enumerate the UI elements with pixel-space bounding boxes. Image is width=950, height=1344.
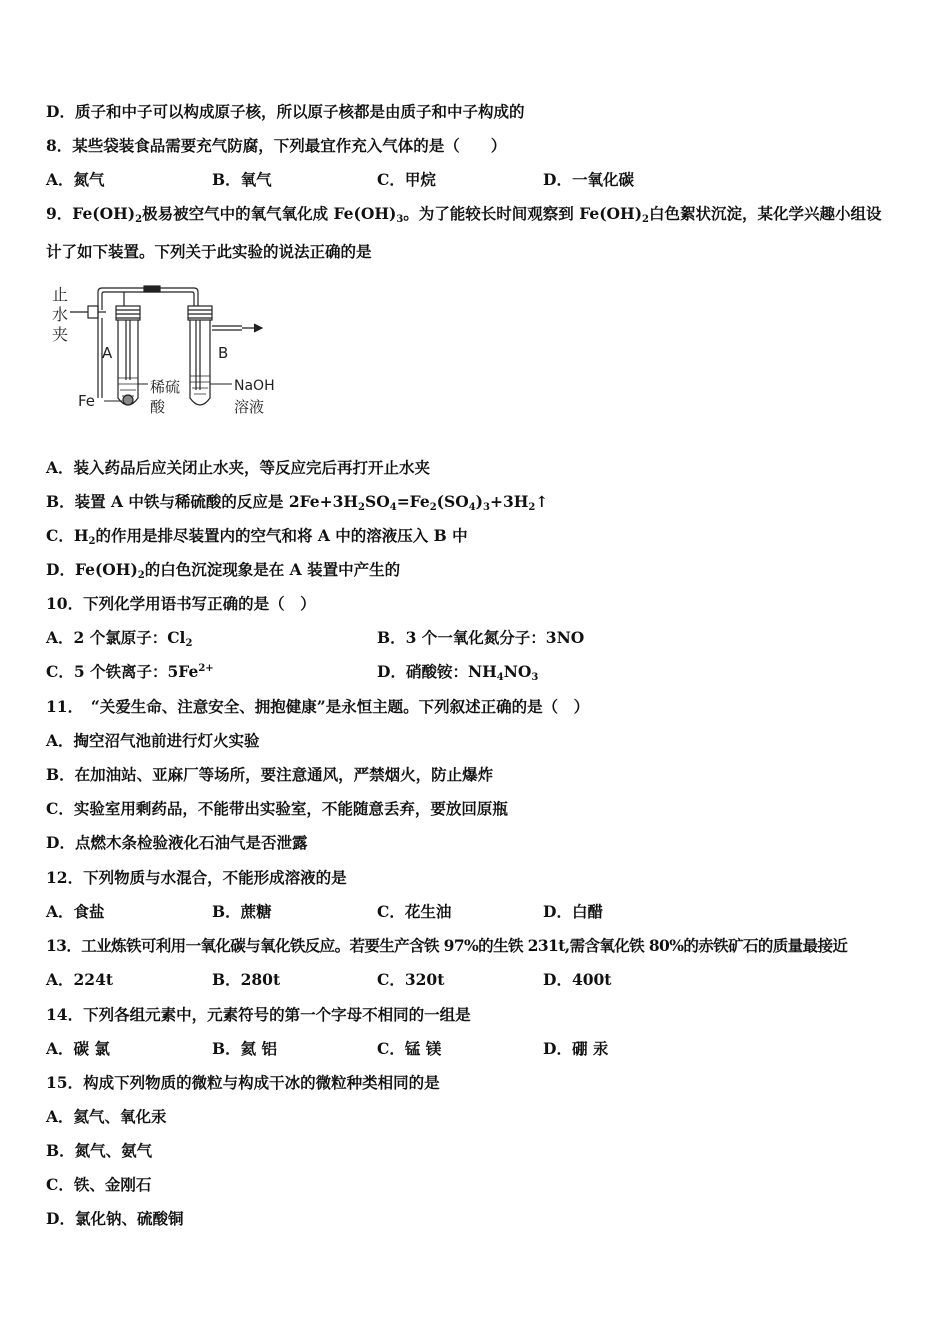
q13-stem: 13．工业炼铁可利用一氧化碳与氧化铁反应。若要生产含铁 97%的生铁 231t,需含氧化铁 80%的赤铁矿石的质量最接近: [46, 936, 848, 955]
q14-option-c: C．锰 镁: [377, 1039, 442, 1058]
q13-option-c: C．320t: [377, 970, 445, 989]
label-fe: Fe: [78, 392, 96, 410]
q8-option-b: B．氧气: [212, 170, 272, 189]
q9-option-c: C．$H_2$的作用是排尽装置内的空气和将 A 中的溶液压入 B 中: [46, 526, 468, 547]
q10-option-b: B．3 个一氧化氮分子：3NO: [377, 628, 585, 647]
q12-option-a: A．食盐: [46, 902, 105, 921]
label-naoh-2: 溶液: [234, 398, 265, 416]
water-clamp: [70, 306, 106, 318]
label-naoh-1: NaOH: [234, 378, 275, 394]
label-b: B: [218, 344, 229, 362]
q12-stem: 12．下列物质与水混合，不能形成溶液的是: [46, 868, 347, 887]
q9-option-a: A．装入药品后应关闭止水夹，等反应完后再打开止水夹: [46, 458, 431, 477]
q8-option-d: D．一氧化碳: [543, 170, 634, 189]
q15-stem: 15．构成下列物质的微粒与构成干冰的微粒种类相同的是: [46, 1073, 440, 1092]
label-a: A: [102, 344, 113, 362]
clamp-label-2: 水: [52, 305, 69, 324]
q9-option-b: B．装置 A 中铁与稀硫酸的反应是 $2Fe+3H_2SO_4=Fe_2(SO_4)_3+3H_2↑$: [46, 492, 549, 513]
q8-option-c: C．甲烷: [377, 170, 436, 189]
clamp-label-1: 止: [52, 285, 69, 304]
q8-stem: 8．某些袋装食品需要充气防腐，下列最宜作充入气体的是（ ）: [46, 136, 507, 155]
q10-stem: 10．下列化学用语书写正确的是（ ）: [46, 594, 316, 613]
q11-stem: 11． “关爱生命、注意安全、拥抱健康”是永恒主题。下列叙述正确的是（ ）: [46, 697, 590, 716]
q15-option-b: B．氮气、氨气: [46, 1141, 153, 1160]
q11-option-c: C．实验室用剩药品，不能带出实验室，不能随意丢弃，要放回原瓶: [46, 799, 508, 818]
q11-option-d: D．点燃木条检验液化石油气是否泄露: [46, 833, 308, 852]
clamp-label-3: 夹: [52, 325, 69, 344]
q15-option-c: C．铁、金刚石: [46, 1175, 152, 1194]
connecting-tube: [98, 286, 198, 398]
q7-option-d: D．质子和中子可以构成原子核，所以原子核都是由质子和中子构成的: [46, 102, 525, 121]
q9-stem-line2: 计了如下装置。下列关于此实验的说法正确的是: [46, 242, 372, 261]
label-acid-2: 酸: [150, 398, 166, 416]
q11-option-a: A．掏空沼气池前进行灯火实验: [46, 731, 260, 750]
q14-option-a: A．碳 氯: [46, 1039, 110, 1058]
q14-option-b: B．氦 铝: [212, 1039, 277, 1058]
q9-stem: 9．$Fe(OH)_2$极易被空气中的氧气氧化成 $Fe(OH)_3$。为了能较长时间观察到 $Fe(OH)_2$白色絮状沉淀，某化学兴趣小组设: [46, 204, 882, 225]
q10-option-c: C．5 个铁离子：$5Fe^{2+}$: [46, 662, 214, 681]
q15-option-d: D．氯化钠、硫酸铜: [46, 1209, 184, 1228]
label-acid-1: 稀硫: [150, 378, 181, 396]
q15-option-a: A．氦气、氧化汞: [46, 1107, 167, 1126]
q12-option-d: D．白醋: [543, 902, 603, 921]
q10-option-a: A．2 个氯原子：$Cl_2$: [46, 628, 193, 649]
q9-option-d: D．$Fe(OH)_2$的白色沉淀现象是在 A 装置中产生的: [46, 560, 401, 581]
q10-option-d: D．硝酸铵：$NH_4NO_3$: [377, 662, 539, 683]
q13-option-b: B．280t: [212, 970, 281, 989]
q14-stem: 14．下列各组元素中，元素符号的第一个字母不相同的一组是: [46, 1005, 471, 1024]
q12-option-b: B．蔗糖: [212, 902, 272, 921]
q13-option-a: A．224t: [46, 970, 114, 989]
q12-option-c: C．花生油: [377, 902, 452, 921]
q8-option-a: A．氮气: [46, 170, 105, 189]
apparatus-figure: [46, 280, 286, 425]
q13-option-d: D．400t: [543, 970, 612, 989]
test-tube-a: [116, 306, 140, 405]
q11-option-b: B．在加油站、亚麻厂等场所，要注意通风，严禁烟火，防止爆炸: [46, 765, 494, 784]
q14-option-d: D．硼 汞: [543, 1039, 609, 1058]
